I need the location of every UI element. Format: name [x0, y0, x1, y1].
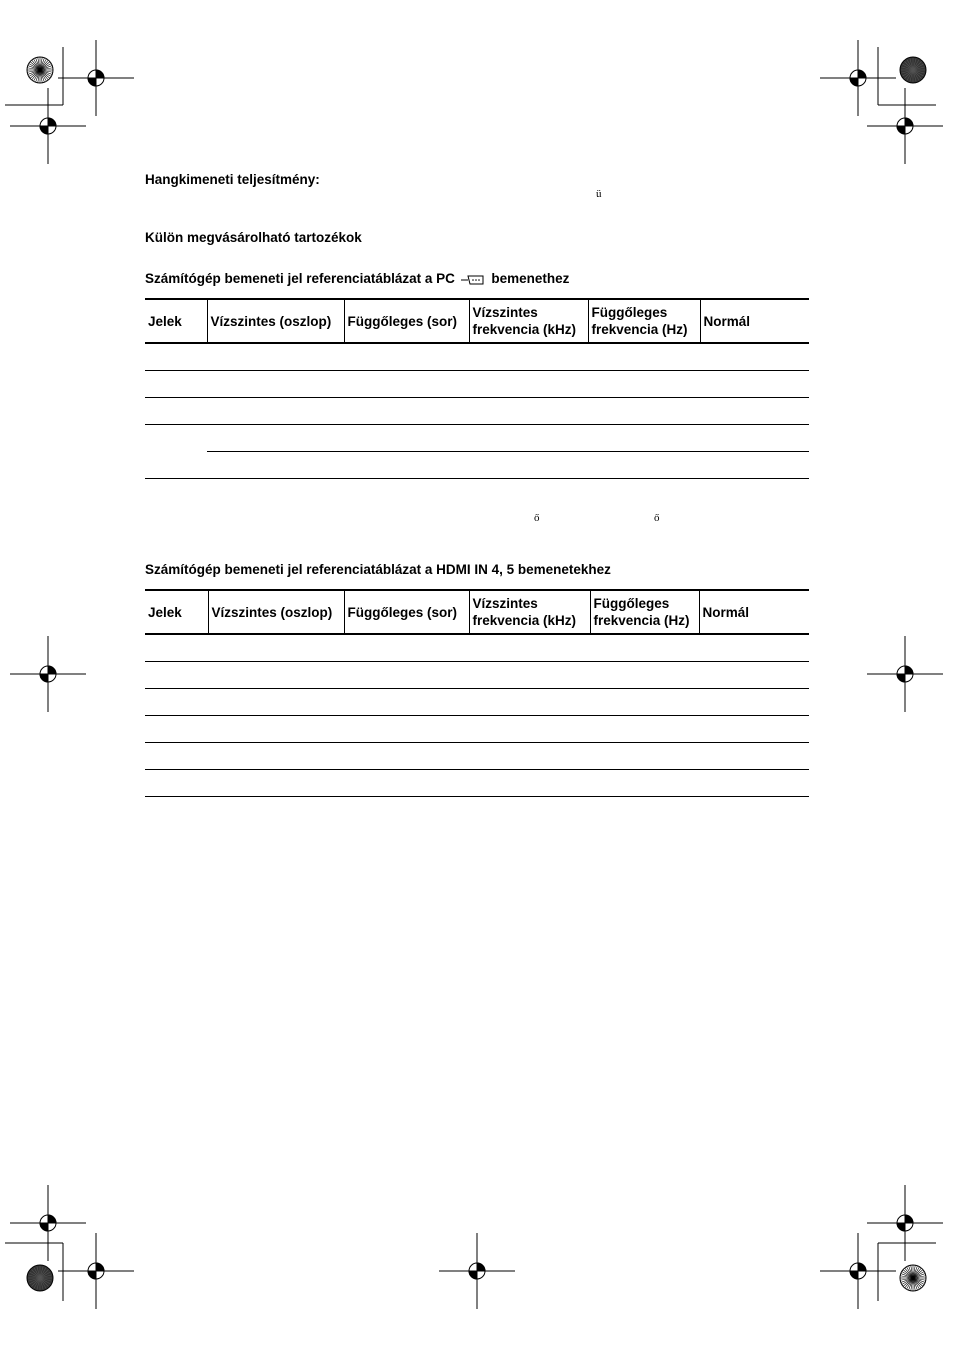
table-row [145, 398, 809, 425]
table-row [145, 662, 809, 689]
table-row [145, 425, 809, 452]
h-frequency-line1: Vízszintes [472, 305, 538, 320]
stray-character: ü [596, 188, 602, 200]
table-row [145, 452, 809, 479]
pc-signal-table [145, 298, 809, 479]
hdmi-table-heading: Számítógép bemeneti jel referenciatáblázat a HDMI IN 4, 5 bemenetekhez [145, 562, 611, 577]
v-frequency-line1: Függőleges [593, 596, 670, 611]
v-frequency-line2: frekvencia (Hz) [591, 322, 688, 337]
table-row [145, 634, 809, 662]
v-frequency-line1: Függőleges [591, 305, 668, 320]
table-row [145, 371, 809, 398]
pc-table-heading-prefix: Számítógép bemeneti jel referenciatáblázat a PC [145, 271, 455, 286]
col-header-signals: Jelek [145, 299, 207, 343]
table-row [145, 343, 809, 371]
col-header-h-frequency [469, 299, 588, 343]
h-frequency-line2: frekvencia (kHz) [472, 613, 577, 628]
col-header-standard: Normál [699, 590, 809, 634]
col-header-v-frequency [588, 299, 700, 343]
table-row [145, 689, 809, 716]
h-frequency-line1: Vízszintes [472, 596, 538, 611]
hdmi-signal-table [145, 589, 809, 797]
col-header-standard: Normál [700, 299, 809, 343]
table-row [145, 743, 809, 770]
stray-character: ő [534, 512, 540, 524]
table-header-row [145, 590, 809, 634]
table-row [145, 770, 809, 797]
col-header-vertical: Függőleges (sor) [344, 590, 469, 634]
col-header-horizontal: Vízszintes (oszlop) [207, 299, 344, 343]
sound-output-heading: Hangkimeneti teljesítmény: [145, 172, 320, 187]
optional-accessories-heading: Külön megvásárolható tartozékok [145, 230, 362, 245]
pc-table-heading-suffix: bemenethez [491, 271, 570, 286]
pc-input-icon [461, 273, 485, 285]
col-header-v-frequency [590, 590, 699, 634]
col-header-vertical: Függőleges (sor) [344, 299, 469, 343]
v-frequency-line2: frekvencia (Hz) [593, 613, 690, 628]
table-header-row [145, 299, 809, 343]
stray-character: ő [654, 512, 660, 524]
col-header-h-frequency [469, 590, 590, 634]
col-header-horizontal: Vízszintes (oszlop) [208, 590, 344, 634]
col-header-signals: Jelek [145, 590, 208, 634]
table-row [145, 716, 809, 743]
h-frequency-line2: frekvencia (kHz) [472, 322, 577, 337]
pc-table-heading [145, 271, 569, 286]
